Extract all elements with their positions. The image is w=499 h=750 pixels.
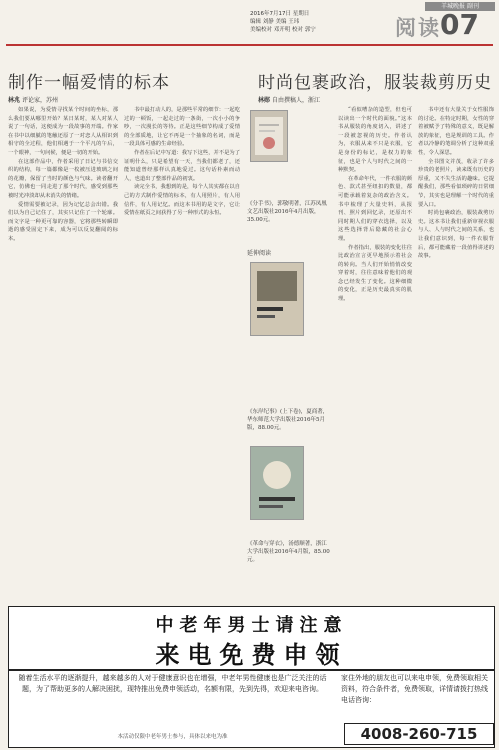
ad-note: 本活动仅限中老年男士参与，具体以来电为准: [117, 734, 228, 740]
ad-title-1: 中老年男士请注意: [155, 615, 348, 636]
byline-author: 林兆: [8, 97, 21, 104]
header-rule: [6, 44, 493, 46]
left-headline: 制作一幅爱情的标本: [8, 73, 170, 93]
right-byline: [258, 95, 320, 104]
paragraph: 爱情需要被记录，因为记忆总会出错。我们以为自己记住了，其实只记住了一个轮廓。而文字是一种更可靠的容器，它将那些转瞬即逝的感受固定下来，成为可以反复翻阅的标本。: [8, 201, 118, 242]
page-number: 07: [440, 8, 479, 41]
book-cover-image: [250, 110, 288, 162]
paragraph: 作者指出，服装的变化往往比政治宣言更早地预示着社会的转向。当人们开始悄悄改变穿着时，往往意味着他们的观念已经发生了变化。这种细微的变化，正是历史最真实的肌理。: [338, 244, 412, 303]
section-title: 阅读: [395, 16, 441, 40]
right-headline: 时尚包裹政治，服装裁剪历史: [258, 73, 492, 93]
right-article-col-1: [338, 106, 412, 600]
right-article-col-2: [418, 106, 494, 600]
paragraph: 书中还有大量关于女性服饰的讨论。在特定时期，女性的穿着被赋予了特殊的意义，既是解放的象征，也是规训的工具。作者以冷静的笔调分析了这种双重性，令人深思。: [418, 107, 494, 156]
meta-line: 编辑 刘静 美编 王玮: [250, 19, 300, 25]
book-caption-2: 《东岸纪事》(上下卷)，夏商著，华东师范大学出版社2016年5月版，88.00元。: [247, 409, 329, 431]
book-cover-image: [250, 262, 304, 336]
paragraph: 如果说，为爱情寻找某个时间的坐标，那么我们要从哪里开始？某日某时，某人对某人说了一句话，这便成为一段故事的开端。作家在书中以细腻的笔触还原了一对恋人从相识到相守的全过程，他们相遇于一个平凡的午后，一个眼神，一句问候，便是一切的开始。: [8, 107, 118, 156]
meta-line: 2016年7月17日 星期日: [250, 11, 310, 17]
book-caption-1: 《分手书》，郭敬明著，江苏凤凰文艺出版社2016年4月出版，35.00元。: [247, 201, 327, 223]
page-header: [0, 0, 499, 44]
meta-line: 美编校对 邓开明 校对 郭宁: [250, 27, 316, 33]
issue-meta: [250, 10, 370, 34]
ad-divider: [9, 669, 494, 671]
byline-place: 评论家，苏州: [21, 97, 58, 104]
book-cover-image: [250, 446, 304, 520]
book-cover-art: [251, 263, 303, 335]
left-article-col-2: [124, 106, 240, 600]
advertisement: [8, 606, 495, 748]
book-cover-art: [251, 111, 287, 161]
ad-right-text: 家住外地的朋友也可以来电申领，免费领取相关资料，符合条件者，免费领取，详情请拨打热线电话咨询：: [341, 674, 488, 704]
left-byline: [8, 95, 58, 104]
paragraph: 作者在后记中写道：我写下这些，并不是为了证明什么，只是希望有一天，当我们都老了，还能知道曾经那样认真地爱过。这句话朴素而动人，也道出了整部作品的初衷。: [124, 149, 240, 182]
ad-body: 随着生活水平的逐渐提升，越来越多的人对于健康意识也在增强，中老年男性健康也是广泛关注的话题，为了帮助更多的人解决困扰，现特推出免费申领活动，名额有限，先到先得，欢迎来电咨询。: [18, 674, 327, 693]
byline-author: 林郧: [258, 97, 271, 104]
paragraph: 时尚包裹政治，服装裁剪历史。这本书让我们重新审视衣服与人、人与时代之间的关系，也让我们意识到，每一件衣服背后，都可能藏着一段值得讲述的故事。: [418, 210, 494, 260]
book-caption-3: 《革命与穿衣》，汤德顺著，浙江大学出版社2016年4月版，85.00元。: [247, 541, 330, 563]
paragraph: 全书图文并茂，收录了许多珍贵的老照片，读来既有历史的厚重，又不失生活的趣味。它提醒我们，那些看似琐碎的日常细节，其实也是理解一个时代的重要入口。: [418, 158, 494, 208]
related-reading-subhead: 延伸阅读: [247, 250, 272, 257]
paragraph: 读完全书，我想到的是，每个人其实都在以自己的方式制作爱情的标本，有人用照片，有人用信件，有人用记忆。而这本书用的是文字，它让爱情在纸页之间获得了另一种形式的永恒。: [124, 184, 240, 217]
paragraph: 在这部作品中，作者采用了日记与书信交织的结构，每一篇都像是一枚被压进玻璃之间的花瓣，保留了当时的颜色与气味。读者翻开它，仿佛也一同走进了那个时代，感受到那些被时光冲淡却从未消失的情绪。: [8, 158, 118, 199]
paragraph: “看似嘈杂的造型，但也可以读出一个时代的面貌。”这本书从服装的角度切入，讲述了一段被忽视的历史。作者认为，衣服从来不只是衣服，它是身份的标记，是权力的象征，也是个人与时代之间的一种默契。: [338, 107, 412, 174]
ad-phone-number: 4008-260-715: [344, 723, 494, 745]
left-article-col-1: [8, 106, 118, 600]
paragraph: 在革命年代，一件衣服的颜色、款式甚至纽扣的数量，都可能承载着复杂的政治含义。书中梳理了大量史料，从报刊、照片到回忆录，还原出不同时期人们的穿衣选择，以及这些选择背后隐藏的社会心理。: [338, 175, 412, 242]
masthead: 羊城晚报 副刊: [425, 2, 495, 11]
book-cover-art: [251, 447, 303, 519]
paragraph: 书中最打动人的，是那些平常的细节：一起吃过的一顿饭，一起走过的一条街，一次小小的争吵，一次漫长的等待。正是这些细节构成了爱情的全部质地，让它不再是一个抽象的名词，而是一段具体可感的生命经验。: [124, 107, 240, 148]
ad-title-2: 来电免费申领: [155, 641, 348, 669]
byline-place: 自由撰稿人，浙江: [271, 97, 320, 104]
